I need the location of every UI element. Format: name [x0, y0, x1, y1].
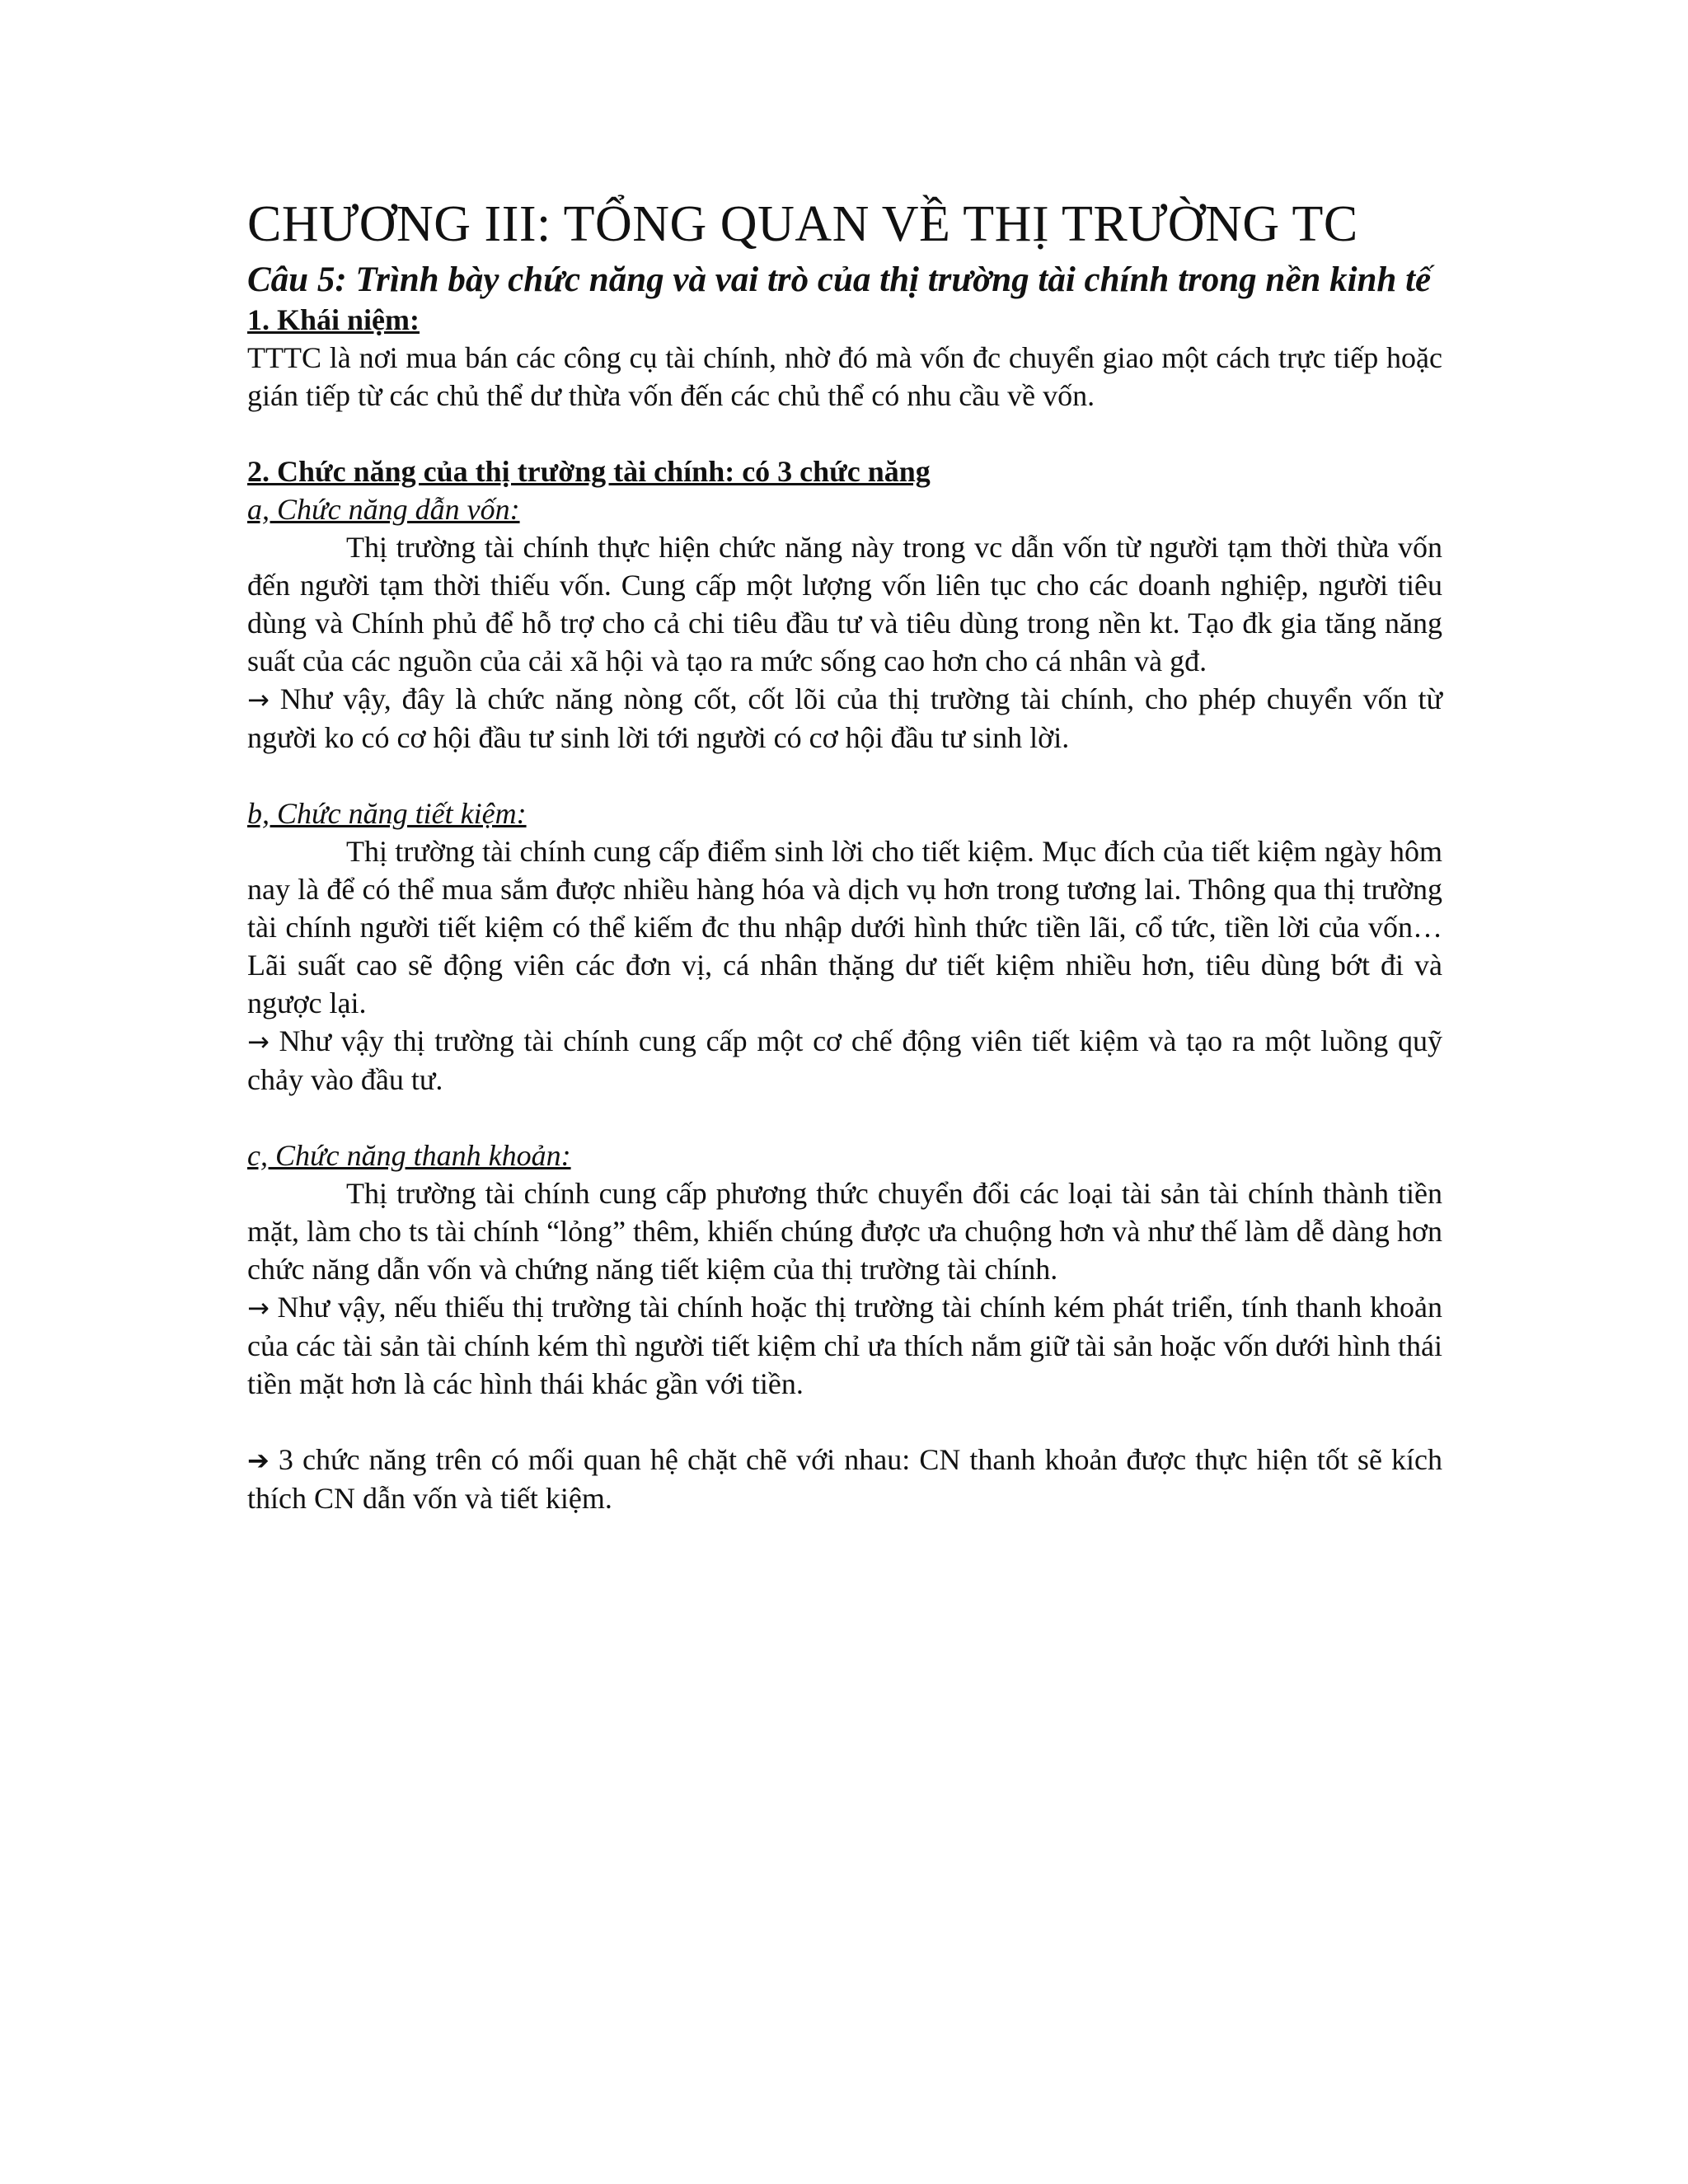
question-heading: Câu 5: Trình bày chức năng và vai trò của thị trường tài chính trong nền kinh tế	[247, 260, 1432, 299]
section-2-heading: 2. Chức năng của thị trường tài chính: có 3 chức năng	[247, 455, 931, 488]
section-1-body: TTTC là nơi mua bán các công cụ tài chính, nhờ đó mà vốn đc chuyển giao một cách trực tiếp hoặc gián tiếp từ các chủ thể dư thừa vốn đến các chủ thể có nhu cầu về vốn.	[247, 341, 1442, 412]
bold-arrow-right-icon: ➔	[247, 1445, 270, 1476]
subsection-b-body: Thị trường tài chính cung cấp điểm sinh lời cho tiết kiệm. Mục đích của tiết kiệm ngày hôm nay là để có thể mua sắm được nhiều hàng hóa và dịch vụ hơn trong tương lai. Thông qua thị trường tài chính người tiết kiệm có thể kiếm đc thu nhập dưới hình thức tiền lãi, cổ tức, tiền lời của vốn… Lãi suất cao sẽ động viên các đơn vị, cá nhân thặng dư tiết kiệm nhiều hơn, tiêu dùng bớt đi và ngược lại.	[247, 835, 1442, 1019]
spacer	[247, 757, 1442, 794]
subsection-a-conclusion	[247, 680, 1442, 757]
subsection-a-body: Thị trường tài chính thực hiện chức năng này trong vc dẫn vốn từ người tạm thời thừa vốn đến người tạm thời thiếu vốn. Cung cấp một lượng vốn liên tục cho các doanh nghiệp, người tiêu dùng và Chính phủ để hỗ trợ cho cả chi tiêu đầu tư và tiêu dùng trong nền kt. Tạo đk gia tăng năng suất của các nguồn của cải xã hội và tạo ra mức sống cao hơn cho cá nhân và gđ.	[247, 531, 1442, 677]
arrow-right-icon: →	[247, 1026, 270, 1057]
summary-paragraph	[247, 1441, 1442, 1517]
subsection-a-conclusion-text: Như vậy, đây là chức năng nòng cốt, cốt lõi của thị trường tài chính, cho phép chuyển vốn từ người ko có cơ hội đầu tư sinh lời tới người có cơ hội đầu tư sinh lời.	[247, 682, 1442, 754]
spacer	[247, 1403, 1442, 1441]
subsection-c-body: Thị trường tài chính cung cấp phương thức chuyển đổi các loại tài sản tài chính thành tiền mặt, làm cho ts tài chính “lỏng” thêm, khiến chúng được ưa chuộng hơn và như thế làm dễ dàng hơn chức năng dẫn vốn và chứng năng tiết kiệm của thị trường tài chính.	[247, 1177, 1442, 1286]
subsection-c-heading: c, Chức năng thanh khoản:	[247, 1139, 571, 1172]
section-1-heading: 1. Khái niệm:	[247, 303, 420, 336]
subsection-b-conclusion	[247, 1022, 1442, 1099]
spacer	[247, 1099, 1442, 1137]
subsection-a-heading: a, Chức năng dẫn vốn:	[247, 493, 520, 526]
subsection-c-conclusion	[247, 1288, 1442, 1403]
document-page	[247, 194, 1442, 1517]
arrow-right-icon: →	[247, 684, 270, 715]
chapter-title: CHƯƠNG III: TỔNG QUAN VỀ THỊ TRƯỜNG TC	[247, 196, 1358, 252]
summary-text: 3 chức năng trên có mối quan hệ chặt chẽ với nhau: CN thanh khoản được thực hiện tốt sẽ kích thích CN dẫn vốn và tiết kiệm.	[247, 1443, 1442, 1515]
arrow-right-icon: →	[247, 1292, 270, 1324]
subsection-b-conclusion-text: Như vậy thị trường tài chính cung cấp một cơ chế động viên tiết kiệm và tạo ra một luồng quỹ chảy vào đầu tư.	[247, 1024, 1442, 1096]
subsection-b-heading: b, Chức năng tiết kiệm:	[247, 797, 527, 830]
spacer	[247, 415, 1442, 452]
subsection-c-conclusion-text: Như vậy, nếu thiếu thị trường tài chính hoặc thị trường tài chính kém phát triển, tính thanh khoản của các tài sản tài chính kém thì người tiết kiệm chỉ ưa thích nắm giữ tài sản hoặc vốn dưới hình thái tiền mặt hơn là các hình thái khác gần với tiền.	[247, 1291, 1442, 1400]
